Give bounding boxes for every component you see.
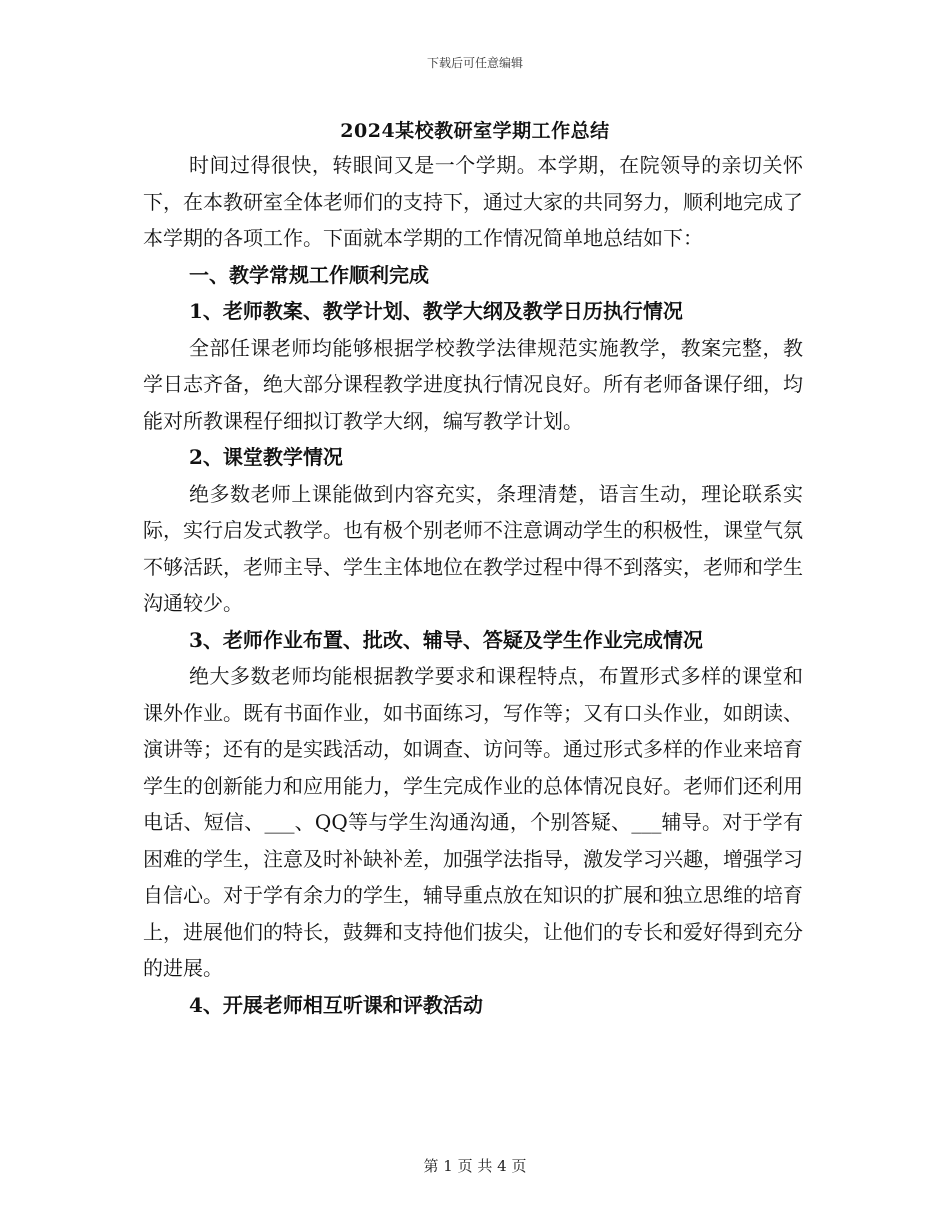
paragraph-classroom: 绝多数老师上课能做到内容充实，条理清楚，语言生动，理论联系实际，实行启发式教学。也有极个别老师不注意调动学生的积极性，课堂气氛不够活跃，老师主导、学生主体地位在教学过程中得不到落实，老师和学生沟通较少。 <box>143 481 803 615</box>
header-note: 下载后可任意编辑 <box>426 56 523 70</box>
subsection-heading-1: 1、老师教案、教学计划、教学大纲及教学日历执行情况 <box>189 299 683 323</box>
section-heading-1: 一、教学常规工作顺利完成 <box>189 262 429 287</box>
page-footer: 第 1 页 共 4 页 <box>423 1157 527 1175</box>
paragraph-lesson-plans: 全部任课老师均能够根据学校教学法律规范实施教学，教案完整，教学日志齐备，绝大部分课程教学进度执行情况良好。所有老师备课仔细，均能对所教课程仔细拟订教学大纲，编写教学计划。 <box>143 335 803 433</box>
document-title: 2024某校教研室学期工作总结 <box>340 120 610 142</box>
paragraph-homework: 绝大多数老师均能根据教学要求和课程特点，布置形式多样的课堂和课外作业。既有书面作业，如书面练习，写作等；又有口头作业，如朗读、演讲等；还有的是实践活动，如调查、访问等。通过形式多样的作业来培育学生的创新能力和应用能力，学生完成作业的总体情况良好。老师们还利用电话、短信、___、QQ等与学生沟通沟通，个别答疑、___辅导。对于学有困难的学生，注意及时补缺补差，加强学法指导，激发学习兴趣，增强学习自信心。对于学有余力的学生，辅导重点放在知识的扩展和独立思维的培育上，进展他们的特长，鼓舞和支持他们拔尖，让他们的专长和爱好得到充分的进展。 <box>143 664 803 980</box>
paragraph-intro: 时间过得很快，转眼间又是一个学期。本学期，在院领导的亲切关怀下，在本教研室全体老师们的支持下，通过大家的共同努力，顺利地完成了本学期的各项工作。下面就本学期的工作情况简单地总结如下： <box>143 153 803 250</box>
subsection-heading-2: 2、课堂教学情况 <box>189 445 343 469</box>
subsection-heading-3: 3、老师作业布置、批改、辅导、答疑及学生作业完成情况 <box>189 627 703 652</box>
document-body <box>143 147 803 1023</box>
subsection-heading-4: 4、开展老师相互听课和评教活动 <box>189 992 483 1017</box>
